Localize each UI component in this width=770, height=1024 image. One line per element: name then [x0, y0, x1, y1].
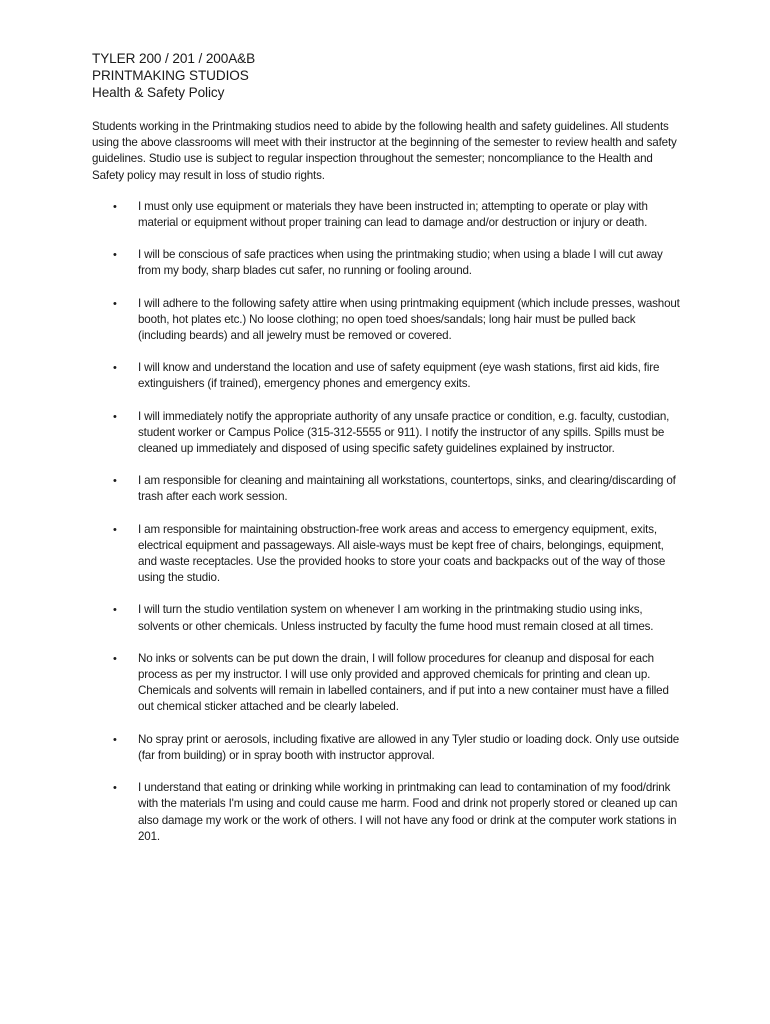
policy-list [92, 199, 684, 845]
bullet-icon: • [113, 604, 117, 617]
policy-item [92, 602, 684, 634]
header-policy-title: Health & Safety Policy [92, 85, 225, 100]
bullet-icon: • [113, 410, 117, 423]
policy-item-text: I will turn the studio ventilation system on whenever I am working in the printmaking studio using inks, solvents or other chemicals. Unless instructed by faculty the fume hood must remain closed at all times. [138, 603, 654, 633]
bullet-icon: • [113, 523, 117, 536]
bullet-icon: • [113, 475, 117, 488]
policy-item [92, 651, 684, 716]
policy-item-text: No spray print or aerosols, including fixative are allowed in any Tyler studio or loading dock. Only use outside (far from building) or in spray booth with instructor approval. [138, 732, 680, 762]
policy-item [92, 522, 684, 587]
intro-paragraph: Students working in the Printmaking studios need to abide by the following health and safety guidelines. All students using the above classrooms will meet with their instructor at the beginning of the semester to review health and safety guidelines. Studio use is subject to regular inspection throughout the semester; noncompliance to the Health and Safety policy may result in loss of studio rights. [92, 120, 677, 182]
policy-item-text: I will know and understand the location and use of safety equipment (eye wash stations, first aid kids, fire extinguishers (if trained), emergency phones and emergency exits. [138, 361, 660, 391]
policy-item-text: I understand that eating or drinking while working in printmaking can lead to contamination of my food/drink with the materials I'm using and could cause me harm. Food and drink not properly stored or cleaned up can also damage my work or the work of others. I will not have any food or drink at the computer work stations in 201. [138, 781, 678, 843]
policy-item-text: I am responsible for cleaning and maintaining all workstations, countertops, sinks, and clearing/discarding of trash after each work session. [138, 474, 676, 504]
policy-item [92, 296, 684, 345]
policy-item [92, 780, 684, 845]
policy-item [92, 473, 684, 505]
policy-item [92, 409, 684, 458]
policy-item [92, 199, 684, 231]
bullet-icon: • [113, 733, 117, 746]
header-studio-name: PRINTMAKING STUDIOS [92, 68, 249, 83]
policy-item-text: I will be conscious of safe practices when using the printmaking studio; when using a blade I will cut away from my body, sharp blades cut safer, no running or fooling around. [138, 248, 663, 278]
header-room-numbers: TYLER 200 / 201 / 200A&B [92, 51, 256, 66]
policy-item-text: I will immediately notify the appropriate authority of any unsafe practice or condition, e.g. faculty, custodian, student worker or Campus Police (315-312-5555 or 911). I notify the instructor of any spills. Spills must be cleaned up immediately and disposed of using specific safety guidelines explained by instructor. [138, 409, 670, 456]
policy-item-text: I am responsible for maintaining obstruction-free work areas and access to emergency equipment, exits, electrical equipment and passageways. All aisle-ways must be kept free of chairs, belongings, equipment, and waste receptacles. Use the provided hooks to store your coats and backpacks out of the way of those using the studio. [138, 522, 666, 585]
policy-item-text: I will adhere to the following safety attire when using printmaking equipment (which include presses, washout booth, hot plates etc.) No loose clothing; no open toed shoes/sandals; long hair must be pulled back (including beards) and all jewelry must be removed or covered. [138, 296, 680, 343]
bullet-icon: • [113, 652, 117, 665]
bullet-icon: • [113, 200, 117, 213]
bullet-icon: • [113, 249, 117, 262]
policy-item [92, 360, 684, 392]
policy-item-text: No inks or solvents can be put down the drain, I will follow procedures for cleanup and disposal for each process as per my instructor. I will use only provided and approved chemicals for printing and clean up. Chemicals and solvents will remain in labelled containers, and if put into a new container must have a filled out chemical sticker attached and be clearly labeled. [138, 651, 669, 714]
policy-item [92, 247, 684, 279]
bullet-icon: • [113, 362, 117, 375]
bullet-icon: • [113, 297, 117, 310]
policy-item [92, 732, 684, 764]
bullet-icon: • [113, 782, 117, 795]
document-page [92, 50, 684, 861]
policy-item-text: I must only use equipment or materials they have been instructed in; attempting to operate or play with material or equipment without proper training can lead to damage and/or destruction or injury or death. [138, 199, 648, 230]
